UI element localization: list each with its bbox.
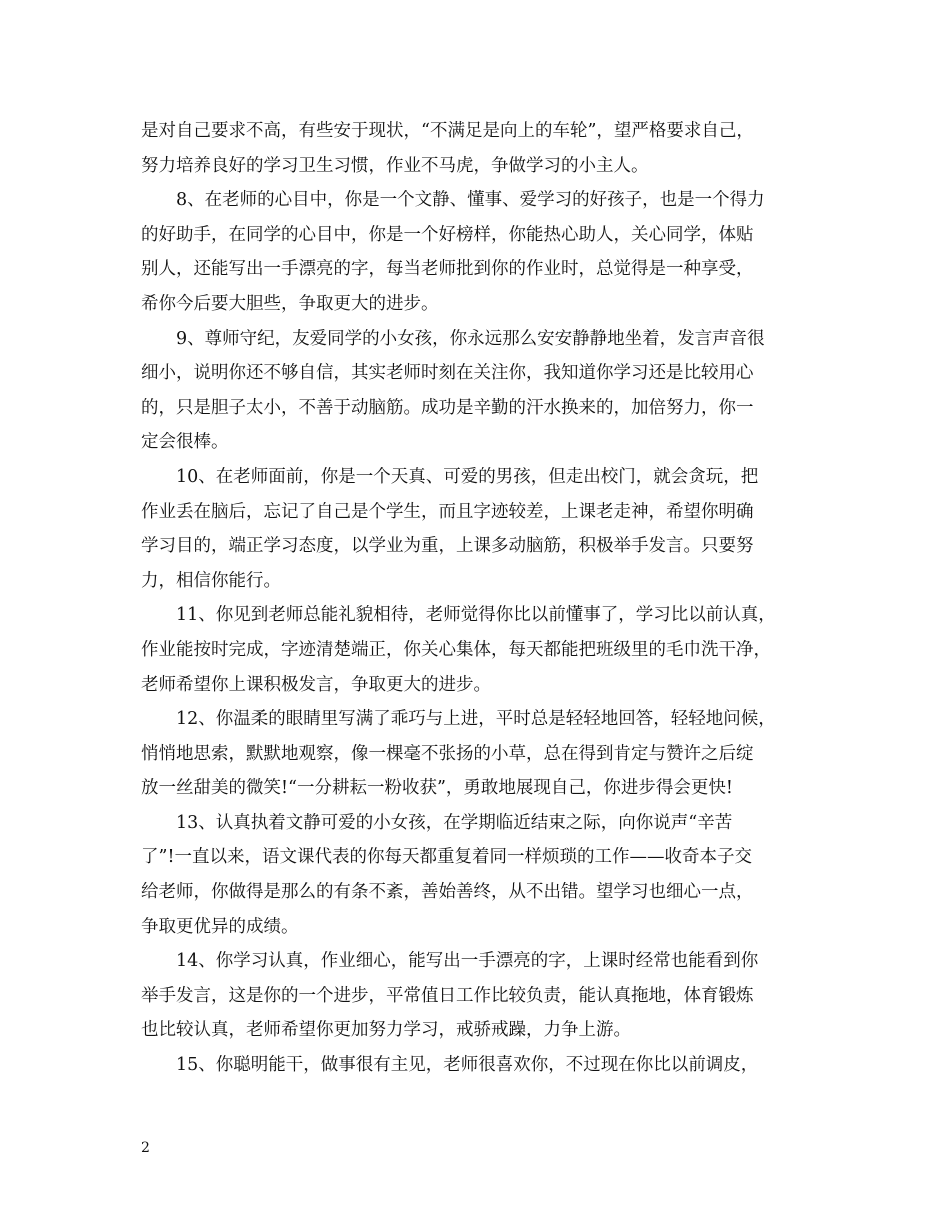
text-line: 学习目的，端正学习态度，以学业为重，上课多动脑筋，积极举手发言。只要努: [141, 536, 754, 557]
paragraph: [141, 114, 831, 183]
text-line: 悄悄地思索，默默地观察，像一棵毫不张扬的小草，总在得到肯定与赞许之后绽: [141, 743, 754, 764]
paragraph: [141, 944, 831, 1048]
text-line: 是对自己要求不高，有些安于现状，“不满足是向上的车轮”，望严格要求自己，: [141, 121, 754, 141]
text-line: 作业丢在脑后，忘记了自己是个学生，而且字迹较差，上课老走神，希望你明确: [141, 501, 754, 522]
text-line: 13、认真执着文静可爱的小女孩，在学期临近结束之际，向你说声“辛苦: [176, 812, 733, 833]
paragraph: [141, 1048, 831, 1083]
text-line: 10、在老师面前，你是一个天真、可爱的男孩，但走出校门，就会贪玩，把: [176, 466, 759, 487]
text-line: 12、你温柔的眼睛里写满了乖巧与上进，平时总是轻轻地回答，轻轻地问候，: [176, 709, 776, 730]
text-line: 争取更优异的成绩。: [141, 916, 299, 937]
text-line: 的好助手，在同学的心目中，你是一个好榜样，你能热心助人，关心同学，体贴: [141, 224, 754, 245]
text-line: 了”!一直以来，语文课代表的你每天都重复着同一样烦琐的工作——收奇本子交: [141, 847, 752, 868]
text-line: 的，只是胆子太小，不善于动脑筋。成功是辛勤的汗水换来的，加倍努力，你一: [141, 397, 754, 418]
paragraph: [141, 702, 831, 806]
paragraph: [141, 183, 831, 321]
page-number: 2: [141, 1140, 150, 1156]
text-line: 希你今后要大胆些，争取更大的进步。: [141, 293, 439, 314]
text-line: 也比较认真，老师希望你更加努力学习，戒骄戒躁，力争上游。: [141, 1020, 631, 1041]
document-body: [141, 114, 831, 1083]
paragraph: [141, 460, 831, 598]
paragraph: [141, 806, 831, 944]
text-line: 9、尊师守纪，友爱同学的小女孩，你永远那么安安静静地坐着，发言声音很: [176, 328, 765, 349]
text-line: 作业能按时完成，字迹清楚端正，你关心集体，每天都能把班级里的毛巾洗干净，: [141, 639, 771, 660]
text-line: 老师希望你上课积极发言，争取更大的进步。: [141, 674, 491, 695]
text-line: 努力培养良好的学习卫生习惯，作业不马虎，争做学习的小主人。: [141, 155, 649, 176]
text-line: 8、在老师的心目中，你是一个文静、懂事、爱学习的好孩子，也是一个得力: [176, 190, 765, 211]
text-line: 定会很棒。: [141, 432, 229, 453]
text-line: 别人，还能写出一手漂亮的字，每当老师批到你的作业时，总觉得是一种享受，: [141, 259, 754, 280]
text-line: 放一丝甜美的微笑!“一分耕耘一粉收获”，勇敢地展现自己，你进步得会更快!: [141, 778, 733, 799]
text-line: 力，相信你能行。: [141, 570, 281, 591]
text-line: 给老师，你做得是那么的有条不紊，善始善终，从不出错。望学习也细心一点，: [141, 882, 754, 903]
text-line: 细小，说明你还不够自信，其实老师时刻在关注你，我知道你学习还是比较用心: [141, 363, 754, 384]
text-line: 15、你聪明能干，做事很有主见，老师很喜欢你，不过现在你比以前调皮，: [176, 1055, 759, 1076]
paragraph: [141, 322, 831, 460]
text-line: 11、你见到老师总能礼貌相待，老师觉得你比以前懂事了，学习比以前认真，: [176, 605, 776, 626]
text-line: 14、你学习认真，作业细心，能写出一手漂亮的字，上课时经常也能看到你: [176, 951, 759, 972]
text-line: 举手发言，这是你的一个进步，平常值日工作比较负责，能认真拖地，体育锻炼: [141, 985, 754, 1006]
paragraph: [141, 598, 831, 702]
